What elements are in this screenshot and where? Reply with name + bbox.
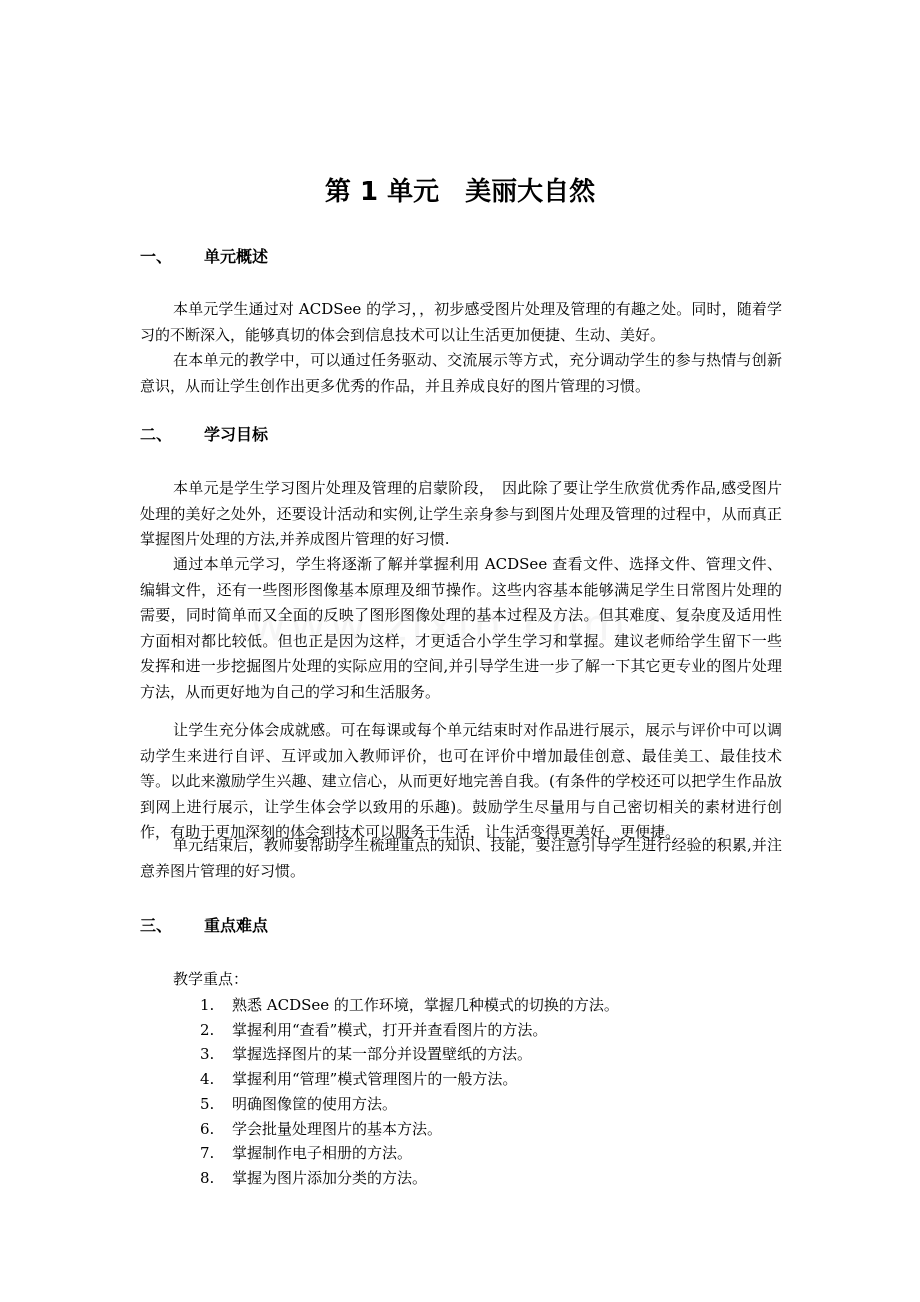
- teaching-focus-label: 教学重点：: [173, 970, 249, 988]
- paragraph: 单元结束后，教师要帮助学生梳理重点的知识、技能，要注意引导学生进行经验的积累,并注意养图片管理的好习惯。: [140, 836, 782, 880]
- item-text: 掌握为图片添加分类的方法。: [232, 1168, 428, 1187]
- item-number: 4.: [200, 1070, 215, 1089]
- paragraph: 本单元是学生学习图片处理及管理的启蒙阶段， 因此除了要让学生欣赏优秀作品,感受图片处理的美好之处外，还要设计活动和实例,让学生亲身参与到图片处理及管理的过程中，从而真正掌握图片处理的方法,并养成图片管理的好习惯.: [140, 479, 782, 548]
- section-number: 一、: [140, 247, 173, 266]
- list-item: [200, 1141, 619, 1166]
- key-points-list: [200, 993, 619, 1191]
- item-text: 掌握选择图片的某一部分并设置壁纸的方法。: [232, 1045, 533, 1064]
- section-number: 三、: [140, 916, 173, 935]
- item-text: 掌握利用“管理”模式管理图片的一般方法。: [232, 1070, 518, 1089]
- item-text: 学会批量处理图片的基本方法。: [232, 1119, 443, 1138]
- paragraph: 在本单元的教学中，可以通过任务驱动、交流展示等方式，充分调动学生的参与热情与创新意识，从而让学生创作出更多优秀的作品，并且养成良好的图片管理的习惯。: [140, 351, 782, 395]
- list-item: [200, 1067, 619, 1092]
- section-heading-key-points: [140, 914, 268, 938]
- paragraph: 让学生充分体会成就感。可在每课或每个单元结束时对作品进行展示，展示与评价中可以调动学生来进行自评、互评或加入教师评价，也可在评价中增加最佳创意、最佳美工、最佳技术等。以此来激励学生兴趣、建立信心，从而更好地完善自我。(有条件的学校还可以把学生作品放到网上进行展示，让学生体会学以致用的乐趣)。鼓励学生尽量用与自己密切相关的素材进行创作，有助于更加深刻的体会到技术可以服务于生活，让生活变得更美好、更便捷。: [140, 721, 782, 841]
- list-item: [200, 1092, 619, 1117]
- item-text: 掌握制作电子相册的方法。: [232, 1144, 413, 1163]
- list-item: [200, 1117, 619, 1142]
- section-heading-objectives: [140, 423, 268, 447]
- list-item: [200, 1042, 619, 1067]
- item-number: 1.: [200, 996, 215, 1014]
- item-number: 7.: [200, 1144, 215, 1163]
- list-item: [200, 993, 619, 1018]
- item-number: 8.: [200, 1168, 215, 1187]
- item-number: 6.: [200, 1119, 215, 1138]
- item-number: 3.: [200, 1045, 215, 1064]
- page-title: 第 1 单元 美丽大自然: [324, 177, 596, 207]
- section-title: 学习目标: [204, 425, 269, 444]
- list-item: [200, 1166, 619, 1191]
- item-text: 掌握利用“查看”模式，打开并查看图片的方法。: [232, 1020, 548, 1039]
- section-number: 二、: [140, 425, 173, 444]
- item-number: 5.: [200, 1094, 215, 1113]
- item-number: 2.: [200, 1020, 215, 1039]
- section-title: 重点难点: [204, 916, 269, 935]
- item-text: 明确图像筐的使用方法。: [232, 1094, 398, 1113]
- section-heading-overview: [140, 245, 268, 269]
- paragraph: 通过本单元学习，学生将逐渐了解并掌握利用 ACDSee 查看文件、选择文件、管理文件、编辑文件，还有一些图形图像基本原理及细节操作。这些内容基本能够满足学生日常图片处理的需要，同时简单而又全面的反映了图形图像处理的基本过程及方法。但其难度、复杂度及适用性方面相对都比较低。但也正是因为这样，才更适合小学生学习和掌握。建议老师给学生留下一些发挥和进一步挖掘图片处理的实际应用的空间,并引导学生进一步了解一下其它更专业的图片处理方法，从而更好地为自己的学习和生活服务。: [140, 555, 782, 701]
- item-text: 熟悉 ACDSee 的工作环境，掌握几种模式的切换的方法。: [232, 996, 619, 1014]
- list-item: [200, 1018, 619, 1043]
- section-title: 单元概述: [204, 247, 269, 266]
- paragraph: 本单元学生通过对 ACDSee 的学习，，初步感受图片处理及管理的有趣之处。同时，随着学习的不断深入，能够真切的体会到信息技术可以让生活更加便捷、生动、美好。: [140, 300, 782, 344]
